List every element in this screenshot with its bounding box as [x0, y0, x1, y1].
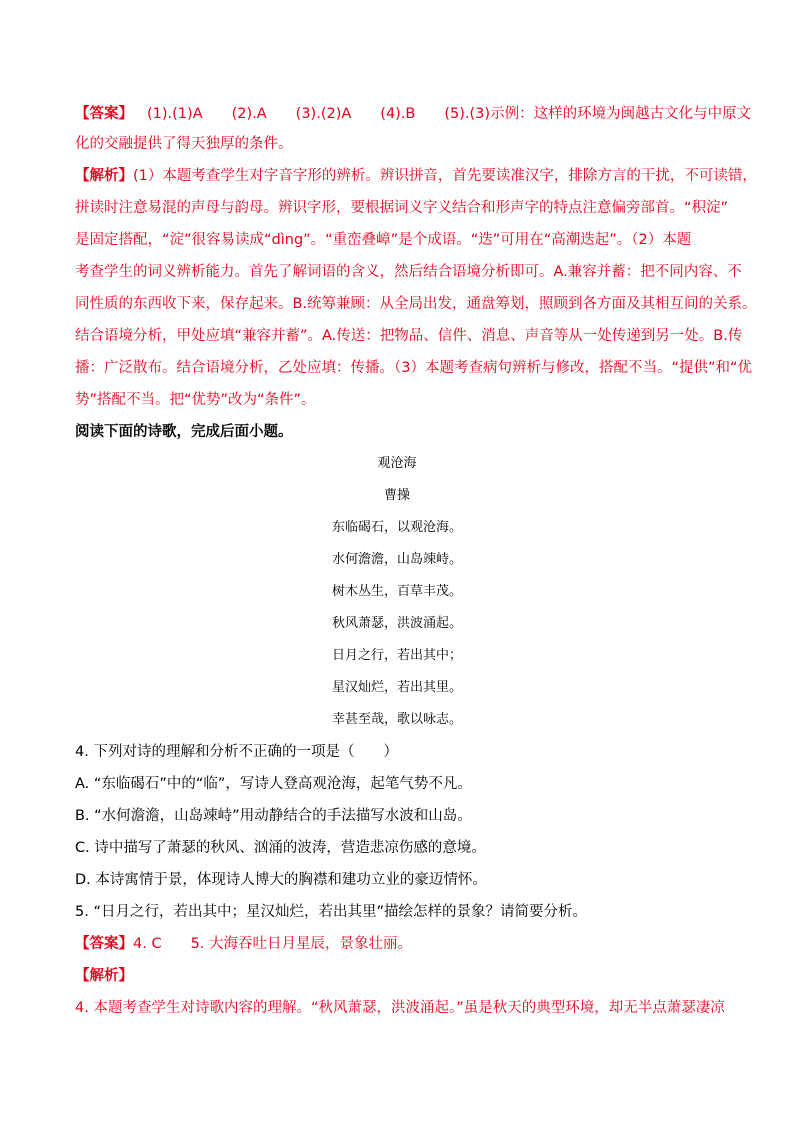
answer-line-1	[75, 102, 752, 123]
poem-author: 曹操	[383, 488, 410, 503]
poem-line-5: 日月之行，若出其中；	[331, 648, 462, 663]
analysis-text-1: (1）本题考查学生对字音字形的辨析。辨识拼音，首先要读准汉字，排除方言的干扰，不可读错，	[133, 168, 757, 184]
analysis-line-8: 势”搭配不当。把“优势”改为“条件”。	[75, 392, 316, 408]
analysis-label: 【解析】	[75, 168, 133, 184]
answer-line-2: 化的交融提供了得天独厚的条件。	[75, 136, 293, 152]
analysis-line-1	[75, 164, 757, 185]
question-4-stem: 4. 下列对诗的理解和分析不正确的一项是（ ）	[75, 744, 398, 760]
answer-label: 【答案】	[75, 106, 133, 122]
answer2-label: 【答案】	[75, 936, 133, 952]
answer-items: (1).(1)A (2).A (3).(2)A (4).B (5).(3)示例：这样的环境为闽越古文化与中原文	[147, 106, 752, 122]
analysis2-line: 4. 本题考查学生对诗歌内容的理解。“秋风萧瑟，洪波涌起。”虽是秋天的典型环境，却无半点萧瑟凄凉	[75, 1000, 725, 1016]
analysis-line-7: 播：广泛散布。结合语境分析，乙处应填：传播。（3）本题考查病句辨析与修改，搭配不当。“提供”和“优	[75, 360, 753, 376]
analysis-line-2: 拼读时注意易混的声母与韵母。辨识字形，要根据词义字义结合和形声字的特点注意偏旁部首。“积淀”	[75, 200, 729, 216]
analysis-line-4: 考查学生的词义辨析能力。首先了解词语的含义，然后结合语境分析即可。A.兼容并蓄：把不同内容、不	[75, 264, 742, 280]
poem-line-6: 星汉灿烂，若出其里。	[331, 680, 462, 695]
poem-title: 观沧海	[377, 456, 417, 471]
question-5-stem: 5. “日月之行，若出其中；星汉灿烂，若出其里”描绘怎样的景象？请简要分析。	[75, 904, 587, 920]
analysis2-label: 【解析】	[75, 968, 133, 984]
question-4-option-d: D. 本诗寓情于景，体现诗人博大的胸襟和建功立业的豪迈情怀。	[75, 872, 487, 888]
analysis-line-6: 结合语境分析，甲处应填“兼容并蓄”。A.传送：把物品、信件、消息、声音等从一处传递到另一处。B.传	[75, 328, 743, 344]
question-4-option-a: A. “东临碣石”中的“临”，写诗人登高观沧海，起笔气势不凡。	[75, 776, 472, 792]
question-4-option-c: C. 诗中描写了萧瑟的秋风、汹涌的波涛，营造悲凉伤感的意境。	[75, 840, 486, 856]
answer2-items: 4. C 5. 大海吞吐日月星辰，景象壮丽。	[133, 936, 413, 952]
poem-line-4: 秋风萧瑟，洪波涌起。	[331, 616, 462, 631]
poem-line-1: 东临碣石，以观沧海。	[331, 520, 462, 535]
analysis-line-3: 是固定搭配，“淀”很容易读成“dìng”。“重峦叠嶂”是个成语。“迭”可用在“高潮迭起”。（2）本题	[75, 232, 692, 248]
analysis-line-5: 同性质的东西收下来，保存起来。B.统筹兼顾：从全局出发，通盘筹划，照顾到各方面及其相互间的关系。	[75, 296, 757, 312]
question-4-option-b: B. “水何澹澹，山岛竦峙”用动静结合的手法描写水波和山岛。	[75, 808, 472, 824]
poem-line-3: 树木丛生，百草丰茂。	[331, 584, 462, 599]
poem-line-7: 幸甚至哉，歌以咏志。	[331, 712, 462, 727]
poem-line-2: 水何澹澹，山岛竦峙。	[331, 552, 462, 567]
reading-instruction: 阅读下面的诗歌，完成后面小题。	[75, 424, 293, 440]
answer2-line	[75, 932, 725, 953]
